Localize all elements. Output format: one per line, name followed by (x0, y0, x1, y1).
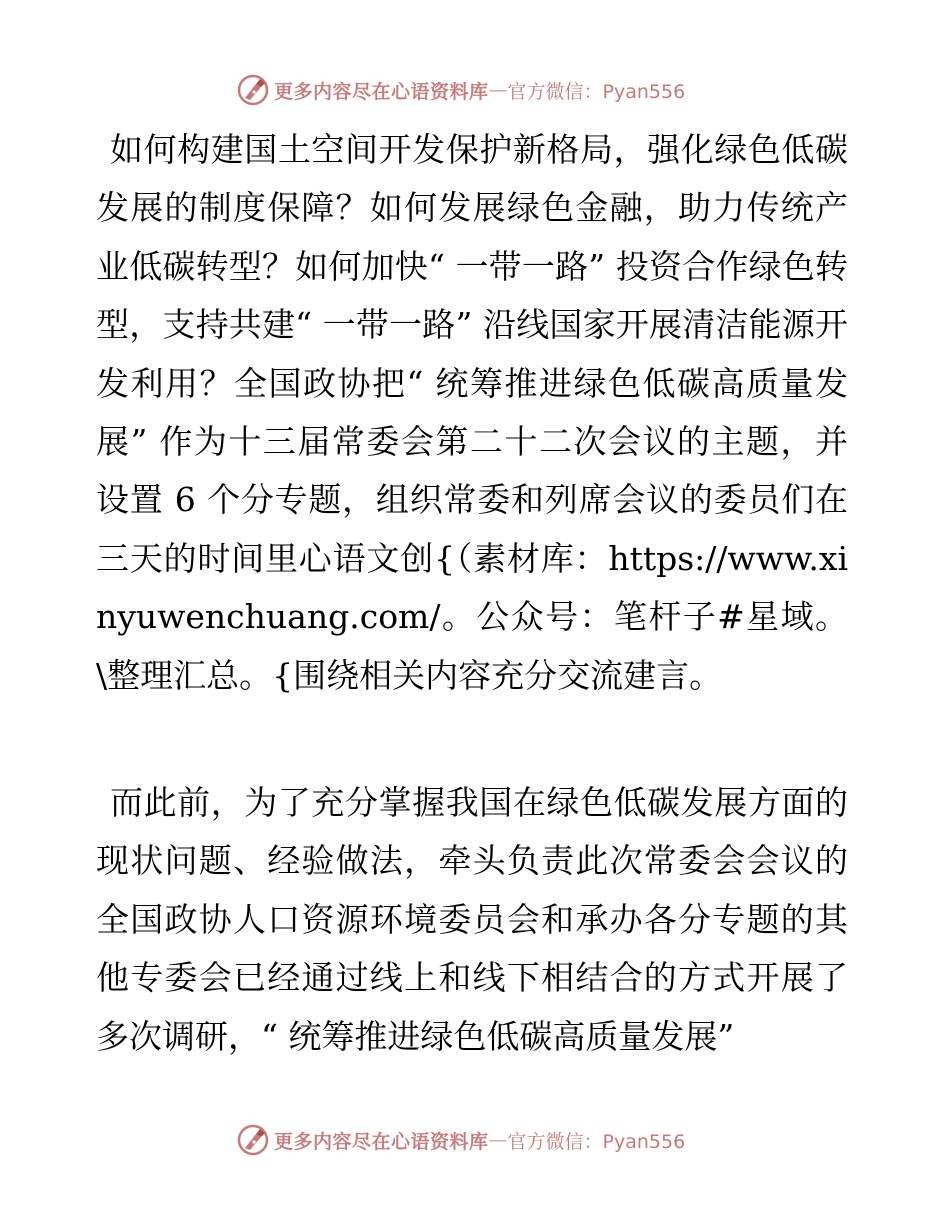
header-watermark (236, 72, 685, 108)
watermark-brand: 更多内容尽在心语资料库 (274, 80, 489, 103)
watermark-contact: 官方微信：Pyan556 (507, 80, 686, 103)
pen-nib-logo-icon (236, 1123, 270, 1157)
body-paragraph-2: 而此前，为了充分掌握我国在绿色低碳发展方面的现状问题、经验做法，牵头负责此次常委会会议的全国政协人口资源环境委员会和承办各分专题的其他专委会已经通过线上和线下相结合的方式开展了多次调研，“ 统筹推进绿色低碳高质量发展” (96, 783, 848, 1056)
watermark-brand: 更多内容尽在心语资料库 (274, 1130, 489, 1153)
watermark-separator: — (488, 79, 508, 101)
watermark-separator: — (488, 1129, 508, 1151)
body-paragraph-1: 如何构建国土空间开发保护新格局，强化绿色低碳发展的制度保障？如何发展绿色金融，助力传统产业低碳转型？如何加快“ 一带一路” 投资合作绿色转型，支持共建“ 一带一路” 沿线国家开展清洁能源开发利用？全国政协把“ 统筹推进绿色低碳高质量发展” 作为十三届常委会第二十二次会议的主题，并设置 6 个分专题，组织常委和列席会议的委员们在三天的时间里心语文创{（素材库：https://www.xinyuwenchuang.com/。公众号：笔杆子#星域。\整理汇总。{围绕相关内容充分交流建言。 (96, 130, 848, 695)
footer-watermark (236, 1122, 685, 1158)
watermark-contact: 官方微信：Pyan556 (507, 1130, 686, 1153)
pen-nib-logo-icon (236, 73, 270, 107)
